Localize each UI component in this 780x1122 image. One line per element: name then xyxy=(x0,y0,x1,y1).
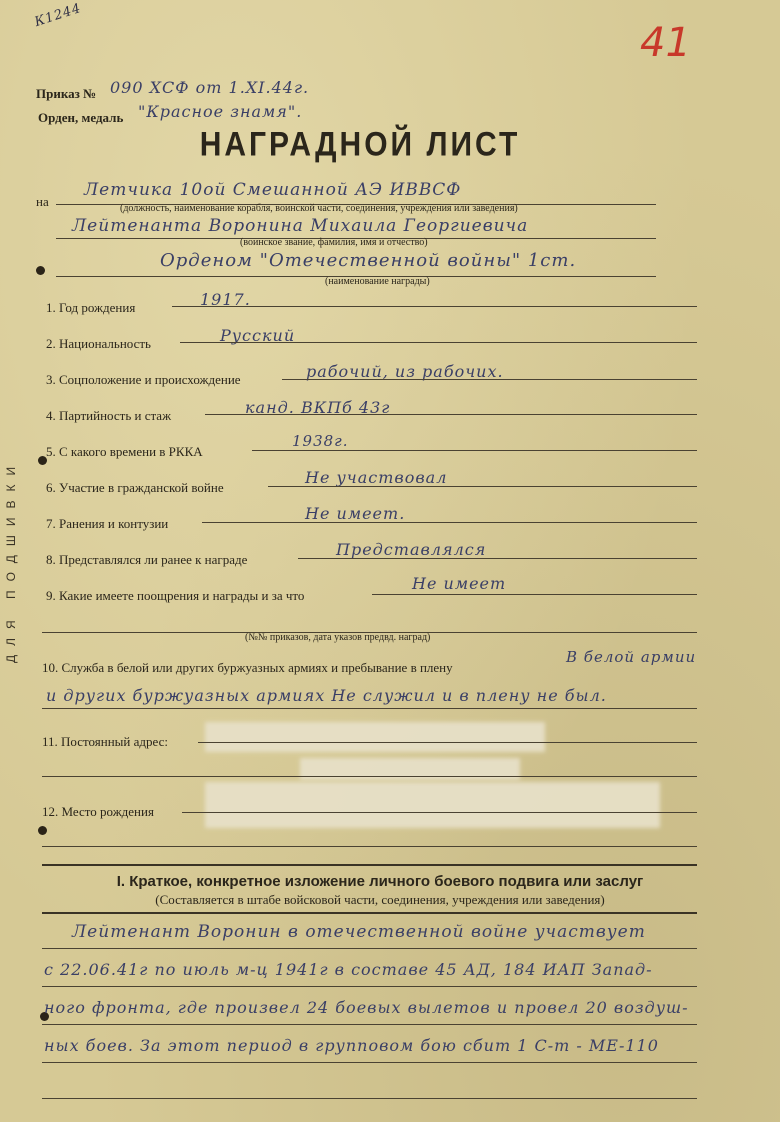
award-type-value: Орденом "Отечественной войны" 1ст. xyxy=(160,250,577,271)
field-label-1: 1. Год рождения xyxy=(46,300,136,315)
spine-label: ДЛЯ ПОДШИВКИ xyxy=(4,457,18,663)
field-label-6: 6. Участие в гражданской войне xyxy=(46,480,224,495)
punch-hole xyxy=(36,266,45,275)
section1-subheading: (Составляется в штабе войсковой части, соединения, учреждения или заведения) xyxy=(155,892,605,907)
na-label: на xyxy=(36,194,49,209)
field-label-12: 12. Место рождения xyxy=(42,804,154,819)
award-label: Орден, медаль xyxy=(38,110,124,125)
field-value-3: рабочий, из рабочих. xyxy=(306,362,504,381)
field-value-8: Представлялся xyxy=(336,540,487,559)
position-value: Летчика 10ой Смешанной АЭ ИВВСФ xyxy=(84,180,462,200)
award-value: "Красное знамя". xyxy=(138,102,303,121)
field-label-7: 7. Ранения и контузии xyxy=(46,516,169,531)
award-type-caption: (наименование награды) xyxy=(325,276,430,287)
section1-header xyxy=(60,873,700,908)
field-value-4: канд. ВКПб 43г xyxy=(245,398,391,417)
field9-caption: (№№ приказов, дата указов предвд. наград) xyxy=(245,632,431,643)
punch-hole xyxy=(38,826,47,835)
field-label-3: 3. Соцположение и происхождение xyxy=(46,372,241,387)
field-value-6: Не участвовал xyxy=(305,468,448,487)
field-label-5: 5. С какого времени в РККА xyxy=(46,444,203,459)
position-caption: (должность, наименование корабля, воинской части, соединения, учреждения или заведения) xyxy=(120,203,518,214)
order-label: Приказ № xyxy=(36,86,97,101)
field-label-10: 10. Служба в белой или других буржуазных армиях и пребывание в плену xyxy=(42,660,453,675)
field-value-1: 1917. xyxy=(200,290,251,309)
field-label-2: 2. Национальность xyxy=(46,336,151,351)
field-value-5: 1938г. xyxy=(292,432,349,450)
order-value: 090 ХСФ от 1.XI.44г. xyxy=(110,78,310,97)
section1-line-1: Лейтенант Воронин в отечественной войне участвует xyxy=(72,922,646,942)
redacted-address xyxy=(205,722,545,752)
field-label-9: 9. Какие имеете поощрения и награды и за что xyxy=(46,588,305,603)
field-value-7: Не имеет. xyxy=(305,504,406,523)
field-value-10-line2: и других буржуазных армиях Не служил и в плену не был. xyxy=(46,686,607,705)
field-value-2: Русский xyxy=(220,326,296,345)
field-label-8: 8. Представлялся ли ранее к награде xyxy=(46,552,248,567)
page-number: 41 xyxy=(640,20,691,66)
name-value: Лейтенанта Воронина Михаила Георгиевича xyxy=(72,216,529,236)
section1-line-2: с 22.06.41г по июль м-ц 1941г в составе 45 АД, 184 ИАП Запад- xyxy=(44,960,653,979)
section1-line-3: ного фронта, где произвел 24 боевых вылетов и провел 20 воздуш- xyxy=(44,998,689,1017)
archive-stamp: К1244 xyxy=(32,0,84,31)
section1-heading: I. Краткое, конкретное изложение личного боевого подвига или заслуг xyxy=(116,873,644,890)
name-caption: (воинское звание, фамилия, имя и отчество) xyxy=(240,237,428,248)
field-label-11: 11. Постоянный адрес: xyxy=(42,734,168,749)
document-title: НАГРАДНОЙ ЛИСТ xyxy=(199,125,521,164)
section1-line-4: ных боев. За этот период в групповом бою сбит 1 С-т - МЕ-110 xyxy=(44,1036,659,1055)
field-value-10-line1: В белой армии xyxy=(566,648,697,666)
field-label-4: 4. Партийность и стаж xyxy=(46,408,172,423)
redacted-birthplace xyxy=(205,782,660,828)
field-value-9: Не имеет xyxy=(412,574,507,593)
